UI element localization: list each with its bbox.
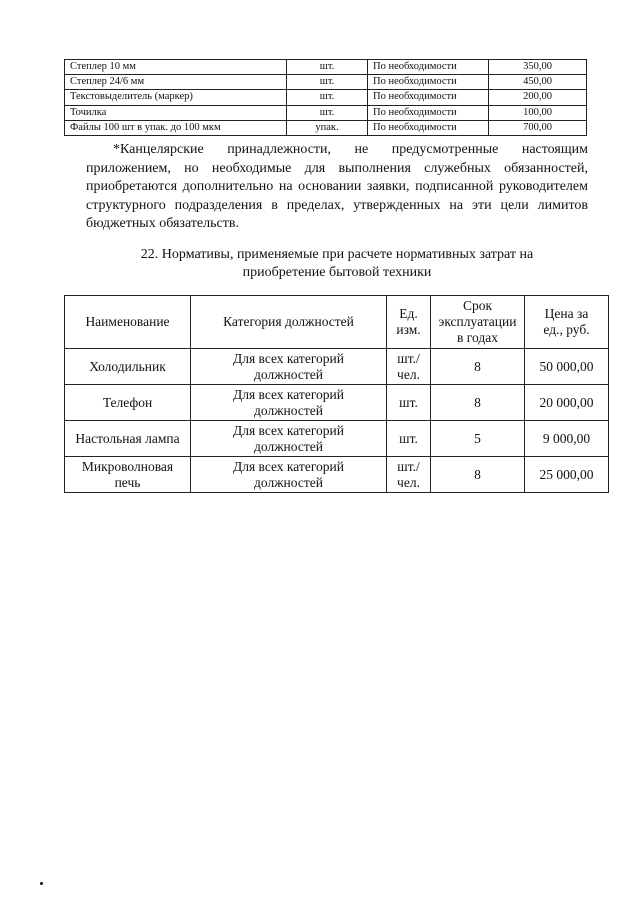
item-name: Точилка — [65, 105, 287, 120]
table-row — [65, 457, 609, 493]
appliance-term: 8 — [431, 457, 525, 493]
item-price: 200,00 — [489, 90, 587, 105]
unit-line: шт./ — [397, 458, 420, 474]
category-line: должностей — [254, 366, 323, 382]
header-term — [431, 296, 525, 349]
appliance-name-text: Настольная лампа — [75, 430, 180, 446]
table-row — [65, 60, 587, 75]
appliance-unit — [387, 349, 431, 385]
item-name: Текстовыделитель (маркер) — [65, 90, 287, 105]
appliance-name-text: печь — [114, 474, 141, 490]
appliance-name — [65, 421, 191, 457]
table-row — [65, 385, 609, 421]
appliance-table — [64, 295, 609, 493]
appliance-name-text: Телефон — [102, 394, 153, 410]
header-name: Наименование — [65, 296, 191, 349]
table-header-row — [65, 296, 609, 349]
appliance-name — [65, 457, 191, 493]
section-heading-line: 22. Нормативы, применяемые при расчете нормативных затрат на — [140, 247, 534, 262]
appliance-price: 9 000,00 — [525, 421, 609, 457]
unit-line: чел. — [397, 474, 420, 490]
table-row — [65, 90, 587, 105]
appliance-category — [191, 385, 387, 421]
table-row — [65, 421, 609, 457]
item-unit: шт. — [287, 60, 368, 75]
item-name: Степлер 24/6 мм — [65, 75, 287, 90]
category-line: Для всех категорий — [233, 350, 344, 366]
category-line: Для всех категорий — [233, 422, 344, 438]
category-line: Для всех категорий — [233, 458, 344, 474]
appliance-name — [65, 385, 191, 421]
header-term-line: Срок — [462, 298, 493, 313]
item-unit: шт. — [287, 75, 368, 90]
stationery-table — [64, 59, 587, 136]
appliance-term: 8 — [431, 385, 525, 421]
header-price — [525, 296, 609, 349]
appliance-name-text: Микроволновая — [81, 458, 174, 474]
item-price: 350,00 — [489, 60, 587, 75]
appliance-price: 50 000,00 — [525, 349, 609, 385]
item-quantity: По необходимости — [368, 120, 489, 135]
appliance-price: 20 000,00 — [525, 385, 609, 421]
header-unit-line: Ед. — [399, 306, 418, 321]
table-row — [65, 349, 609, 385]
item-unit: упак. — [287, 120, 368, 135]
category-line: должностей — [254, 474, 323, 490]
header-price-line: Цена за — [544, 306, 589, 321]
header-term-line: эксплуатации — [438, 314, 517, 329]
item-quantity: По необходимости — [368, 105, 489, 120]
header-unit — [387, 296, 431, 349]
section-heading-line: приобретение бытовой техники — [242, 264, 432, 280]
category-line: должностей — [254, 438, 323, 454]
header-price-line: ед., руб. — [543, 322, 590, 337]
category-line: Для всех категорий — [233, 386, 344, 402]
unit-line: шт./ — [397, 350, 420, 366]
appliance-name-text: Холодильник — [89, 358, 166, 374]
item-price: 700,00 — [489, 120, 587, 135]
appliance-category — [191, 457, 387, 493]
table-row — [65, 75, 587, 90]
appliance-name — [65, 349, 191, 385]
category-line: должностей — [254, 402, 323, 418]
scan-speck — [40, 882, 43, 885]
appliance-term: 8 — [431, 349, 525, 385]
item-quantity: По необходимости — [368, 60, 489, 75]
appliance-unit: шт. — [387, 385, 431, 421]
item-unit: шт. — [287, 105, 368, 120]
appliance-unit — [387, 457, 431, 493]
appliance-term: 5 — [431, 421, 525, 457]
item-unit: шт. — [287, 90, 368, 105]
appliance-price: 25 000,00 — [525, 457, 609, 493]
appliance-unit: шт. — [387, 421, 431, 457]
appliance-category — [191, 349, 387, 385]
table-row — [65, 105, 587, 120]
item-price: 450,00 — [489, 75, 587, 90]
item-name: Степлер 10 мм — [65, 60, 287, 75]
section-heading — [86, 246, 588, 281]
header-unit-line: изм. — [396, 322, 421, 337]
item-quantity: По необходимости — [368, 75, 489, 90]
appliance-category — [191, 421, 387, 457]
note-paragraph: *Канцелярские принадлежности, не предусмотренные настоящим приложением, но необходимые для выполнения служебных обязанностей, приобретаются дополнительно на основании заявки, подписанной руководителем структурного подразделения в пределах, утвержденных на эти цели лимитов бюджетных обязательств. — [86, 142, 588, 231]
table-row — [65, 120, 587, 135]
item-price: 100,00 — [489, 105, 587, 120]
unit-line: чел. — [397, 366, 420, 382]
item-quantity: По необходимости — [368, 90, 489, 105]
item-name: Файлы 100 шт в упак. до 100 мкм — [65, 120, 287, 135]
header-category: Категория должностей — [191, 296, 387, 349]
header-term-line: в годах — [457, 330, 498, 345]
